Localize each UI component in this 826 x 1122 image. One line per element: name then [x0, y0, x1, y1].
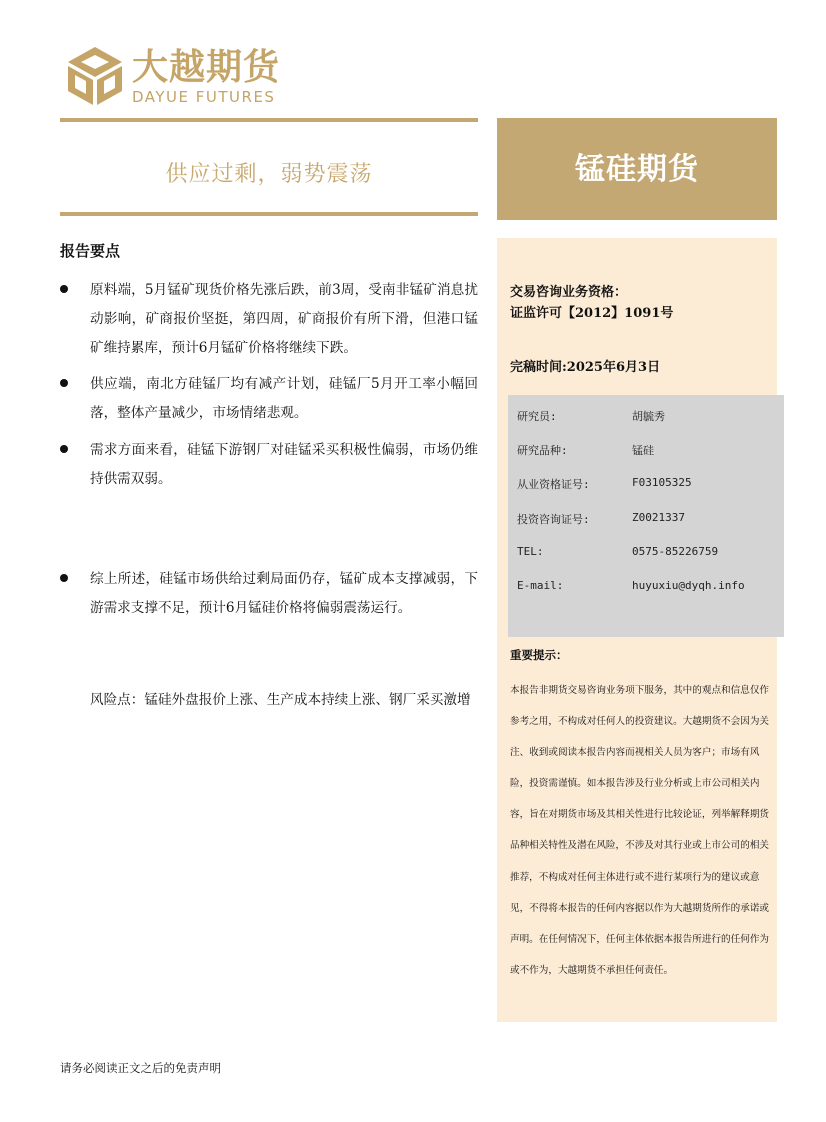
bullet-text: 原料端，5月锰矿现货价格先涨后跌，前3周，受南非锰矿消息扰动影响，矿商报价坚挺，第四周，矿商报价有所下滑，但港口锰矿维持累库，预计6月锰矿价格将继续下跌。 [90, 282, 478, 356]
summary-bullet [60, 565, 478, 623]
info-value: huyuxiu@dyqh.info [632, 579, 745, 592]
info-key: 投资咨询证号: [517, 513, 590, 526]
summary-bullet [60, 370, 478, 428]
info-value: Z0021337 [632, 511, 685, 524]
notice-body: 本报告非期货交易咨询业务项下服务，其中的观点和信息仅作参考之用，不构成对任何人的投资建议。大越期货不会因为关注、收到或阅读本报告内容而视相关人员为客户；市场有风险，投资需谨慎。如本报告涉及行业分析或上市公司相关内容，旨在对期货市场及其相关性进行比较论证，列举解释期货品种相关特性及潜在风险，不涉及对其行业或上市公司的相关推荐，不构成对任何主体进行或不进行某项行为的建议或意见，不得将本报告的任何内容据以作为大越期货所作的承诺或声明。在任何情况下，任何主体依据本报告所进行的任何作为或不作为，大越期货不承担任何责任。 [510, 685, 770, 976]
summary-heading: 报告要点 [60, 242, 121, 260]
risk-points: 风险点：锰硅外盘报价上涨、生产成本持续上涨、钢厂采买激增 [90, 692, 471, 708]
info-row-tel [517, 545, 777, 569]
title-divider-bottom [60, 212, 478, 216]
info-key: E-mail: [517, 579, 564, 592]
info-row-email [517, 579, 777, 603]
report-title: 供应过剩，弱势震荡 [165, 162, 373, 187]
bullet-dot-icon [60, 379, 68, 387]
summary-bullet [60, 276, 478, 363]
qualification-value: 证监许可【2012】1091号 [510, 306, 674, 321]
footer-disclaimer: 请务必阅读正文之后的免责声明 [60, 1061, 221, 1075]
info-value: 胡毓秀 [632, 410, 665, 423]
bullet-text: 需求方面来看，硅锰下游钢厂对硅锰采买积极性偏弱，市场仍维持供需双弱。 [90, 442, 478, 487]
logo-cube-icon [64, 45, 126, 107]
notice-heading: 重要提示： [510, 648, 568, 662]
info-row-researcher [517, 408, 777, 432]
bullet-dot-icon [60, 445, 68, 453]
info-value: F03105325 [632, 476, 692, 489]
finish-time: 完稿时间:2025年6月3日 [510, 360, 661, 375]
info-key: 从业资格证号: [517, 478, 590, 491]
info-row-license [517, 476, 777, 500]
bullet-dot-icon [60, 285, 68, 293]
info-value: 0575-85226759 [632, 545, 719, 558]
bullet-text: 综上所述，硅锰市场供给过剩局面仍存，锰矿成本支撑减弱，下游需求支撑不足，预计6月锰硅价格将偏弱震荡运行。 [90, 571, 478, 616]
qualification-label: 交易咨询业务资格： [510, 285, 628, 300]
bullet-text: 供应端，南北方硅锰厂均有减产计划，硅锰厂5月开工率小幅回落，整体产量减少，市场情绪悲观。 [90, 376, 478, 421]
info-key: 研究品种: [517, 444, 568, 457]
bullet-dot-icon [60, 574, 68, 582]
info-value: 锰硅 [632, 444, 654, 457]
title-divider-top [60, 118, 478, 122]
logo-name-cn: 大越期货 [132, 47, 281, 88]
info-row-variety [517, 442, 777, 466]
category-title: 锰硅期货 [575, 152, 699, 187]
logo-name-en: DAYUE FUTURES [132, 88, 276, 106]
summary-bullet [60, 436, 478, 494]
info-row-consult-license [517, 511, 777, 535]
info-key: 研究员: [517, 410, 557, 423]
info-key: TEL: [517, 545, 544, 558]
